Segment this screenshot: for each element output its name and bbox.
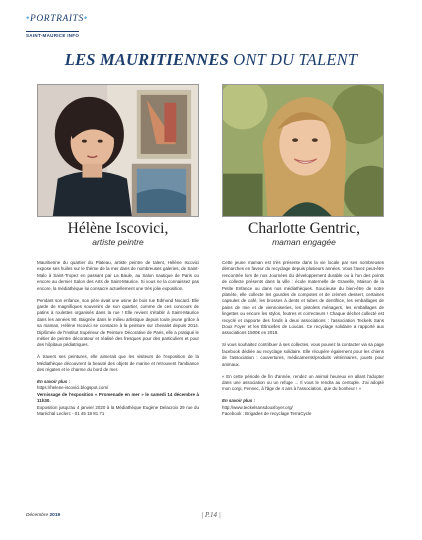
website-link[interactable]: http://www.teckelsansdouxfoyer.org/ [222,404,293,410]
person-name: Hélène Iscovici, [67,220,169,237]
title-light: ONT DU TALENT [228,50,358,69]
paragraph: Pendant son enfance, son père avait une usine de bois rue Edmond Nocard. Elle garde de magnifiques souvenirs de son quartier, comme de ces concours de patins à roulettes organisés dans la rue ! Elle revient s'établir à Saint-Maurice dans les années 90. Baignée dans le milieu artistique depuis toute jeune grâce à sa maman, Hélène Iscovici se consacre à la peinture sur chevalet depuis 2014. Diplômée de l'Institut Supérieur de Peinture Décorative de Paris, elle a pratiqué le métier de peintre décorateur et réalisé des fresques pour des particuliers et pour des hôpitaux pédiatriques. [37,297,199,348]
portrait-photo-iscovici [37,84,199,217]
section-title: •PORTRAITS• [26,14,88,24]
paragraph: Mauritienne du quartier du Plateau, artiste peintre de talent, Hélène Iscovici expose ses huiles sur le thème de la mer dans de nombreuses galeries, de Saint-Malo à Saint-Tropez en passant par La Baule, au Salon nautique de Paris ou encore au dernier Salon des Arts de Saint-Maurice. Si vous ne la connaissez pas encore, la médiathèque lui consacre actuellement une très jolie exposition. [37,260,199,291]
page-number: | P.14 | [201,511,221,519]
vernissage-text: Vernissage de l'exposition « Promenade en mer » le samedi 14 décembre à 11h30. [37,391,199,404]
title-bold: LES MAURITIENNES [64,50,229,69]
page-title [0,50,422,70]
info-block [222,398,384,417]
name-block-gentric [214,221,394,247]
footer-year: 2019 [49,513,61,518]
footer-month: Décembre [26,513,49,518]
facebook-text: Facebook : Brigades de recyclage TerraCycle [222,411,312,417]
blog-link[interactable]: https://helene-iscovici.blogspot.com/ [37,385,109,391]
person-role: maman engagée [272,237,336,247]
article-column-iscovici [37,260,199,417]
paragraph: Si vous souhaitez contribuer à ses collectes, vous pouvez la contacter via sa page facebook dédiée au recyclage solidaire. Elle récupère également pour les chiens de l'association : couvertures, médicaments/produits vétérinaires, jouets pour animaux. [222,342,384,367]
section-subtitle: SAINT-MAURICE INFO [26,33,80,38]
person-name: Charlotte Gentric, [248,220,360,237]
article-column-gentric [222,260,384,417]
paragraph: « En cette période de fin d'année, rendez un animal heureux en allant l'adopter dans une association ou un refuge ... Il vous le rendra au centuple. J'ai adopté mon corgi, Fennec, à l'âge de 4 ans à l'association, que du bonheur ! » [222,373,384,392]
name-block-iscovici [28,221,208,247]
info-label: En savoir plus : [222,398,256,404]
section-header [26,14,88,42]
expo-text: Exposition jusqu'au 4 janvier 2020 à la Médiathèque Eugène Delacroix 29 rue du Maréchal Leclerc - 01 45 18 81 71 [37,404,199,417]
info-block [37,379,199,417]
paragraph: À travers ses peintures, elle aimerait que les visiteurs de l'exposition de la Médiathèque découvrent la beauté des objets de marine et retrouvent l'ambiance des régates et le charme du bord de mer. [37,354,199,373]
portrait-photo-gentric [222,84,384,217]
paragraph: Cette jeune maman est très présente dans la vie locale par ses nombreuses démarches en faveur du recyclage depuis plusieurs années. Vous l'avez peut-être rencontrée lors de nos Journées du développement durable ou à l'un des points de collecte présents dans la ville : école maternelle de Gravelle, Maison de la Petite Enfance ou dans nos médiathèques. Soucieuse du bien-être de notre planète, elle collecte les gourdes de compotes et de crèmes dessert, certaines capsules de café, les brosses à dents et tubes de dentifrice, les emballages de pains de mie et de viennoiseries, les pistolets ménagers, les emballages de lingettes ou encore les stylos, feutres et correcteurs ! Chaque déchet collecté est recyclé et rapporte des fonds à deux associations : l'association Teckels Sans Doux Foyer et les Étincelles de Loucas. Ce recyclage solidaire a rapporté aux associations 1500€ en 2019. [222,260,384,336]
person-role: artiste peintre [92,237,144,247]
info-label: En savoir plus : [37,379,71,384]
